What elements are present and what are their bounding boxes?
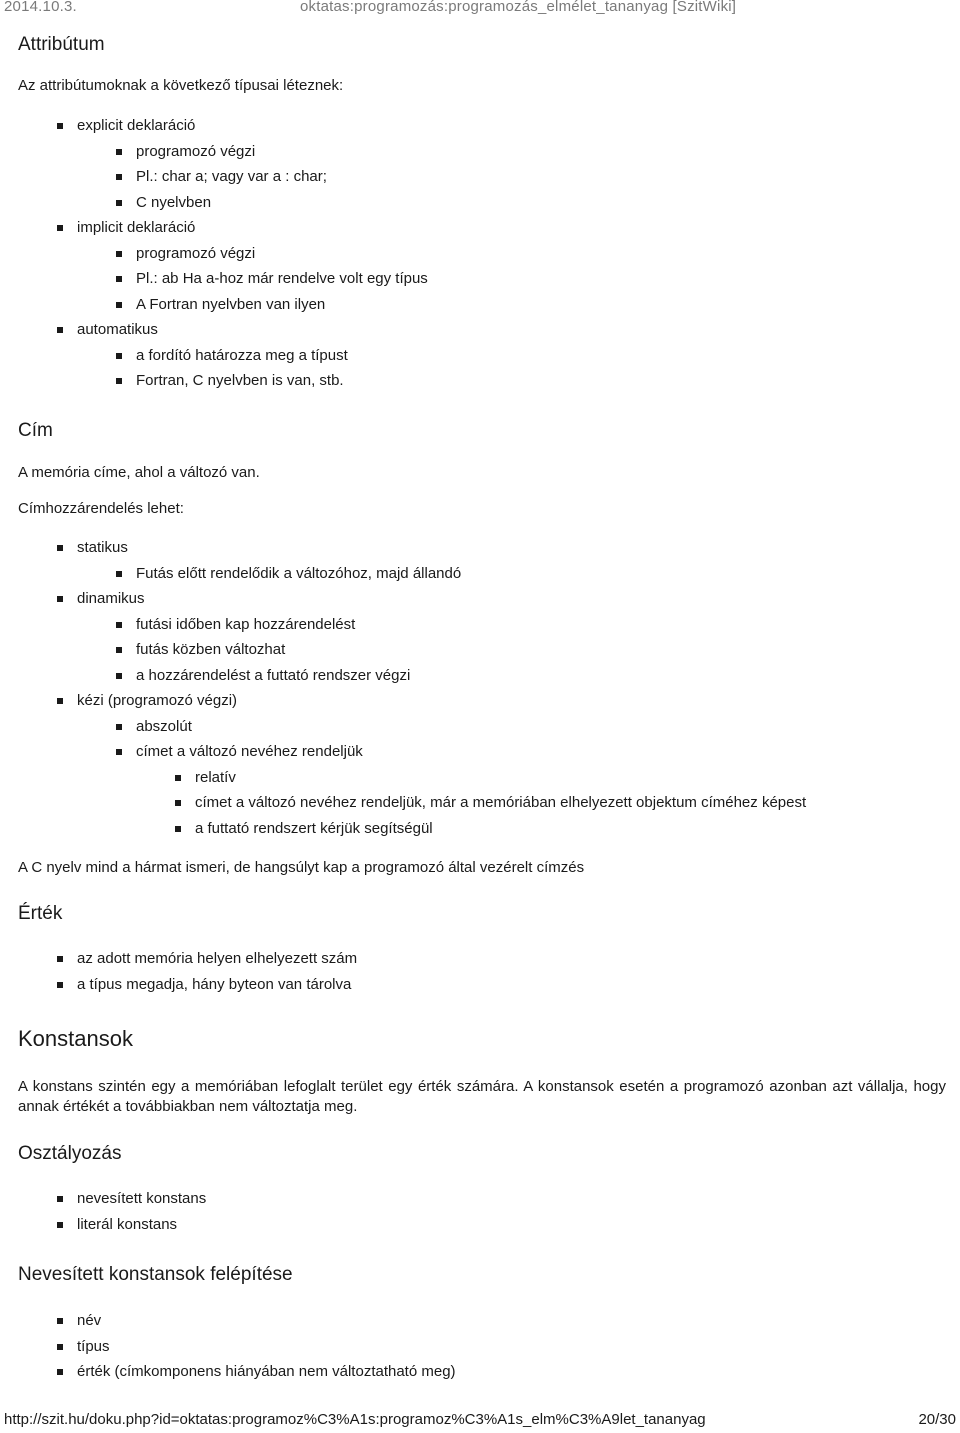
list-item [18,946,357,972]
sub-list-item [136,164,428,190]
list-item [18,317,428,394]
list-item [18,113,428,215]
list-item-text: a típus megadja, hány byteon van tárolva [77,975,352,993]
cim-p3: A C nyelv mind a hármat ismeri, de hangsúlyt kap a programozó által vezérelt címzés [18,859,585,876]
sub-sub-list-item-text: relatív [195,768,236,786]
pdf-footer [0,1411,960,1431]
sub-list-item [136,739,953,841]
attributum-intro: Az attribútumoknak a következő típusai léteznek: [18,77,344,94]
sub-sub-list-item [195,790,953,816]
cim-list [18,535,953,841]
sub-list-item-text: a fordító határozza meg a típust [136,346,348,364]
sub-list [136,561,953,587]
cim-p2: Címhozzárendelés lehet: [18,500,184,517]
list-item [18,1334,456,1360]
heading-attributum: Attribútum [18,34,105,55]
sub-list-item [136,190,428,216]
list-item [18,586,953,688]
list-item-text: explicit deklaráció [77,117,196,134]
list-item [18,972,357,998]
sub-list-item [136,139,428,165]
heading-nevesitett: Nevesített konstansok felépítése [18,1264,293,1285]
list-item [18,1186,206,1212]
ertek-list [18,946,357,997]
sub-list [136,139,428,216]
cim-p1: A memória címe, ahol a változó van. [18,464,260,481]
sub-list-item [136,612,953,638]
sub-list-item [136,561,953,587]
sub-list-item-text: a hozzárendelést a futtató rendszer végzi [136,666,411,684]
list-item-text: implicit deklaráció [77,219,196,236]
sub-list [136,241,428,318]
print-date: 2014.10.3. [4,0,77,15]
sub-list [136,714,953,842]
print-url: http://szit.hu/doku.php?id=oktatas:programoz%C3%A1s:programoz%C3%A1s_elm%C3%A9let_tananyag [4,1411,706,1428]
attributum-list [18,113,428,394]
list-item-text: kézi (programozó végzi) [77,692,238,709]
heading-ertek: Érték [18,903,63,924]
list-item [18,535,953,586]
list-item-text: név [77,1312,102,1329]
list-item-text: érték (címkomponens hiányában nem változtatható meg) [77,1363,456,1380]
sub-list-item [136,343,428,369]
heading-osztalyozas: Osztályozás [18,1143,122,1164]
sub-sub-list-item-text: a futtató rendszert kérjük segítségül [195,819,433,837]
sub-list-item-text: futás közben változhat [136,641,286,658]
sub-list [136,612,953,689]
sub-list-item-text: programozó végzi [136,142,256,160]
sub-list-item-text: C nyelvben [136,193,212,211]
heading-konstansok: Konstansok [18,1026,133,1051]
sub-list-item-text: címet a változó nevéhez rendeljük [136,743,363,760]
sub-sub-list-item [195,765,953,791]
sub-list-item [136,663,953,689]
sub-list-item-text: programozó végzi [136,244,256,262]
heading-cim: Cím [18,420,53,441]
sub-list-item-text: abszolút [136,717,192,735]
sub-list-item-text: A Fortran nyelvben van ilyen [136,295,326,313]
page-number: 20/30 [918,1411,956,1428]
list-item [18,1308,456,1334]
sub-list-item-text: Pl.: char a; vagy var a : char; [136,168,327,185]
sub-list-item-text: Futás előtt rendelődik a változóhoz, majd állandó [136,564,462,582]
sub-list-item-text: Fortran, C nyelvben is van, stb. [136,372,344,389]
sub-list-item [136,241,428,267]
sub-list-item-text: Pl.: ab Ha a-hoz már rendelve volt egy típus [136,270,428,287]
list-item-text: nevesített konstans [77,1190,207,1207]
sub-list-item-text: futási időben kap hozzárendelést [136,615,356,633]
list-item [18,1359,456,1385]
list-item [18,215,428,317]
list-item-text: dinamikus [77,590,145,607]
sub-sub-list [195,765,953,842]
list-item-text: típus [77,1337,110,1355]
konstansok-paragraph: A konstans szintén egy a memóriában lefoglalt terület egy érték számára. A konstansok esetén a programozó azonban azt vállalja, hogy annak értékét a továbbiakban nem változtatja meg. [18,1078,946,1115]
sub-list [136,343,428,394]
osztalyozas-list [18,1186,206,1237]
sub-list-item [136,266,428,292]
sub-list-item [136,637,953,663]
sub-sub-list-item [195,816,953,842]
sub-list-item [136,292,428,318]
list-item [18,688,953,841]
pdf-header [0,0,960,20]
list-item-text: automatikus [77,321,158,338]
sub-sub-list-item-text: címet a változó nevéhez rendeljük, már a memóriában elhelyezett objektum címéhez képest [195,794,807,811]
sub-list-item [136,714,953,740]
list-item-text: literál konstans [77,1215,178,1233]
list-item [18,1212,206,1238]
nevesitett-list [18,1308,456,1385]
list-item-text: statikus [77,539,128,556]
print-title: oktatas:programozás:programozás_elmélet_tananyag [SzitWiki] [300,0,737,15]
sub-list-item [136,368,428,394]
list-item-text: az adott memória helyen elhelyezett szám [77,950,358,967]
